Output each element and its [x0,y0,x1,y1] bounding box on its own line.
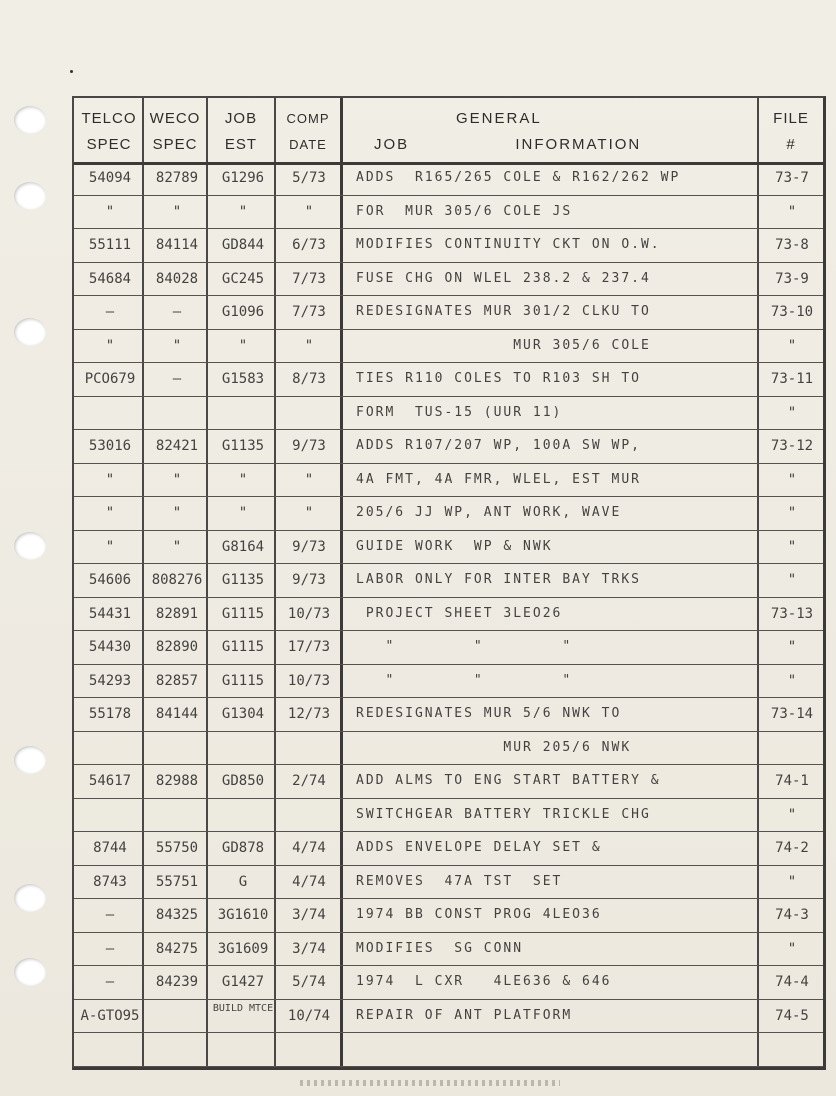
file-number-cell: " [787,337,797,354]
job-information-cell: ADDS ENVELOPE DELAY SET & [356,840,602,855]
file-number-cell: 73-8 [775,237,809,253]
weco-spec-cell: 808276 [151,572,203,588]
file-number-cell: " [787,672,797,689]
comp-date-cell: 4/74 [292,873,326,890]
telco-spec-cell: " [105,337,115,354]
comp-date-cell: 2/74 [292,773,326,789]
table-row [74,363,823,397]
telco-spec-cell: — [105,940,115,957]
job-information-cell: PROJECT SHEET 3LEO26 [356,605,563,621]
table-row [74,899,823,933]
file-number-cell: 73-9 [775,270,809,287]
telco-spec-cell: — [105,304,115,320]
weco-spec-cell: 84275 [155,940,199,957]
comp-date-cell [278,799,340,831]
job-est-cell: " [238,505,248,521]
header-weco-spec [144,106,206,158]
job-est-cell [210,1033,276,1065]
file-number-cell: 73-12 [770,438,814,454]
weco-spec-cell: " [172,538,182,555]
job-est-cell: GD850 [221,773,265,789]
telco-spec-cell: 53016 [88,438,132,454]
comp-date-cell [278,732,340,764]
file-number-cell: 74-1 [775,773,809,789]
job-information-cell: ADDS R107/207 WP, 100A SW WP, [356,438,641,453]
job-information-cell: SWITCHGEAR BATTERY TRICKLE CHG [356,806,651,822]
binder-hole [14,958,46,986]
table-row [74,1033,823,1067]
comp-date-cell [278,397,340,429]
file-number-cell: 74-4 [775,974,809,990]
file-number-cell: " [787,639,797,655]
table-row [74,296,823,330]
file-number-cell: " [787,806,797,823]
file-number-cell: " [787,873,797,890]
job-est-cell: G8164 [221,538,265,555]
comp-date-cell: 6/73 [292,237,326,253]
file-number-cell: " [787,471,797,488]
binder-hole [14,884,46,912]
job-est-cell: G1135 [221,438,265,454]
weco-spec-cell [146,397,208,429]
job-information-cell: REDESIGNATES MUR 5/6 NWK TO [356,706,622,721]
job-information-cell: ADD ALMS TO ENG START BATTERY & [356,773,661,788]
file-number-cell: 73-7 [775,170,809,186]
job-est-cell: G1304 [221,706,265,722]
job-est-cell: G1115 [221,639,265,655]
job-est-cell: G1427 [221,974,265,990]
weco-spec-cell: 84028 [155,270,199,287]
telco-spec-cell: 54431 [88,605,132,622]
header-job: JOB [374,136,410,153]
weco-spec-cell: 55750 [155,840,199,856]
telco-spec-cell [78,1033,142,1065]
header-weco-line2: SPEC [152,136,198,153]
comp-date-cell: 4/74 [292,840,326,856]
comp-date-cell [278,1033,340,1065]
job-information-cell: REMOVES 47A TST SET [356,873,563,889]
binder-hole [14,746,46,774]
telco-spec-cell: PCO679 [84,371,136,387]
job-est-cell [210,799,276,831]
job-est-cell: 3G1610 [217,907,269,923]
comp-date-cell: 9/73 [292,438,326,454]
job-information-cell: REPAIR OF ANT PLATFORM [356,1007,573,1023]
file-number-cell: 73-10 [770,304,814,320]
file-number-cell: 73-13 [770,605,814,622]
comp-date-cell: 10/73 [287,672,331,689]
header-comp-line2: DATE [289,137,327,152]
job-est-cell: " [238,337,248,354]
table-row [74,832,823,866]
telco-spec-cell: 54684 [88,270,132,287]
scan-smudge [300,1080,560,1086]
header-information: INFORMATION [515,136,642,153]
comp-date-cell: 10/74 [287,1007,331,1024]
job-information-cell: 4A FMT, 4A FMR, WLEL, EST MUR [356,471,641,487]
weco-spec-cell: " [172,505,182,521]
table-row [74,631,823,665]
job-information-cell: MODIFIES CONTINUITY CKT ON O.W. [356,237,661,252]
comp-date-cell: 3/74 [292,940,326,957]
weco-spec-cell: 84325 [155,907,199,923]
weco-spec-cell: " [172,337,182,354]
weco-spec-cell: 82890 [155,639,199,655]
job-information-cell: 205/6 JJ WP, ANT WORK, WAVE [356,505,622,520]
weco-spec-cell: " [172,203,182,220]
binder-hole [14,182,46,210]
job-information-cell: MODIFIES SG CONN [356,940,524,956]
telco-spec-cell: 8744 [93,840,127,856]
ink-dot [70,70,73,73]
binder-hole [14,106,46,134]
telco-spec-cell: " [105,505,115,521]
header-file-number [759,106,823,158]
weco-spec-cell [146,1033,208,1065]
telco-spec-cell: " [105,471,115,488]
header-file-line1: FILE [773,110,809,127]
comp-date-cell: 7/73 [292,270,326,287]
job-est-cell: G1115 [221,672,265,689]
job-est-cell: G1135 [221,572,265,588]
weco-spec-cell [146,799,208,831]
comp-date-cell: " [304,337,314,354]
telco-spec-cell: " [105,538,115,555]
header-job-est [208,106,274,158]
job-information-cell: 1974 BB CONST PROG 4LEO36 [356,907,602,922]
file-number-cell: " [787,940,797,957]
ledger-header [74,98,823,165]
job-information-cell: ADDS R165/265 COLE & R162/262 WP [356,170,681,185]
comp-date-cell: " [304,505,314,521]
comp-date-cell: " [304,471,314,488]
table-row [74,866,823,900]
table-row [74,598,823,632]
table-row [74,799,823,833]
weco-spec-cell: 82988 [155,773,199,789]
job-est-cell: GC245 [221,270,265,287]
telco-spec-cell: — [105,907,115,923]
comp-date-cell: 17/73 [287,639,331,655]
weco-spec-cell: 84114 [155,237,199,253]
file-number-cell: " [787,505,797,521]
job-est-cell: " [238,203,248,220]
telco-spec-cell [78,799,142,831]
job-est-cell: G1583 [221,371,265,387]
file-number-cell: " [787,404,797,421]
header-job-line2: EST [224,136,258,153]
header-comp-line1: COMP [286,111,330,126]
table-row [74,732,823,766]
telco-spec-cell: 55178 [88,706,132,722]
weco-spec-cell: " [172,471,182,488]
ledger-table [72,96,826,1070]
comp-date-cell: 3/74 [292,907,326,923]
header-weco-line1: WECO [149,110,201,127]
job-information-cell [352,1033,762,1065]
weco-spec-cell: 82857 [155,672,199,689]
table-row [74,229,823,263]
weco-spec-cell [146,732,208,764]
weco-spec-cell: 84144 [155,706,199,722]
ledger-rows [74,162,823,1067]
file-number-cell: 74-2 [775,840,809,856]
telco-spec-cell [78,732,142,764]
header-general-job-information [344,106,757,158]
table-row [74,531,823,565]
comp-date-cell: 12/73 [287,706,331,722]
binder-hole [14,532,46,560]
binder-hole [14,318,46,346]
telco-spec-cell: — [105,974,115,990]
telco-spec-cell: 55111 [88,237,132,253]
weco-spec-cell: 55751 [155,873,199,890]
job-information-cell: 1974 L CXR 4LE636 & 646 [356,974,612,989]
header-telco-line1: TELCO [81,110,137,127]
comp-date-cell: 7/73 [292,304,326,320]
file-number-cell: " [787,538,797,555]
header-telco-spec [76,106,142,158]
weco-spec-cell: 82891 [155,605,199,622]
file-number-cell: 74-3 [775,907,809,923]
weco-spec-cell [146,1000,208,1032]
table-row [74,1000,823,1034]
job-est-cell: 3G1609 [217,940,269,957]
table-row [74,966,823,1000]
header-telco-line2: SPEC [86,136,132,153]
telco-spec-cell: 54617 [88,773,132,789]
weco-spec-cell: — [172,304,182,320]
weco-spec-cell: 82789 [155,170,199,186]
job-est-cell: G1296 [221,170,265,186]
table-row [74,430,823,464]
file-number-cell: " [787,203,797,220]
comp-date-cell: 10/73 [287,605,331,622]
table-row [74,330,823,364]
comp-date-cell: 9/73 [292,572,326,588]
job-information-cell: REDESIGNATES MUR 301/2 CLKU TO [356,304,651,319]
table-row [74,765,823,799]
file-number-cell [762,1033,822,1065]
job-est-cell [210,397,276,429]
table-row [74,665,823,699]
weco-spec-cell: 82421 [155,438,199,454]
job-est-cell: GD878 [221,840,265,856]
file-number-cell: 74-5 [775,1007,809,1024]
job-information-cell: " " " [356,639,573,654]
job-est-cell: " [238,471,248,488]
job-information-cell: MUR 305/6 COLE [356,337,651,353]
file-number-cell [762,732,822,764]
telco-spec-cell: A-GTO95 [80,1007,140,1024]
telco-spec-cell: " [105,203,115,220]
header-file-line2: # [786,136,796,153]
table-row [74,263,823,297]
table-row [74,162,823,196]
comp-date-cell: 9/73 [292,538,326,555]
job-information-cell: LABOR ONLY FOR INTER BAY TRKS [356,572,641,587]
comp-date-cell: 5/74 [292,974,326,990]
telco-spec-cell: 54606 [88,572,132,588]
job-est-cell: GD844 [221,237,265,253]
table-row [74,196,823,230]
job-information-cell: MUR 205/6 NWK [356,739,632,755]
job-information-cell: FOR MUR 305/6 COLE JS [356,203,573,219]
header-general: GENERAL [456,110,542,127]
table-row [74,497,823,531]
weco-spec-cell: — [172,371,182,387]
job-est-cell [210,732,276,764]
file-number-cell: 73-14 [770,706,814,722]
job-information-cell: FORM TUS-15 (UUR 11) [356,404,563,420]
table-row [74,464,823,498]
job-est-cell: G [238,873,248,890]
comp-date-cell: " [304,203,314,220]
telco-spec-cell: 8743 [93,873,127,890]
table-row [74,698,823,732]
table-row [74,397,823,431]
file-number-cell: " [787,572,797,588]
job-information-cell: TIES R110 COLES TO R103 SH TO [356,371,641,386]
table-row [74,564,823,598]
table-row [74,933,823,967]
telco-spec-cell: 54094 [88,170,132,186]
telco-spec-cell [78,397,142,429]
job-information-cell: FUSE CHG ON WLEL 238.2 & 237.4 [356,270,651,286]
comp-date-cell: 8/73 [292,371,326,387]
job-information-cell: " " " [356,672,573,688]
telco-spec-cell: 54430 [88,639,132,655]
job-est-cell: G1096 [221,304,265,320]
job-est-cell: G1115 [221,605,265,622]
header-job-line1: JOB [224,110,258,127]
header-comp-date [276,106,340,158]
job-information-cell: GUIDE WORK WP & NWK [356,538,553,554]
telco-spec-cell: 54293 [88,672,132,689]
weco-spec-cell: 84239 [155,974,199,990]
file-number-cell: 73-11 [770,371,814,387]
job-est-cell: BUILD MTCE [212,1002,274,1014]
comp-date-cell: 5/73 [292,170,326,186]
